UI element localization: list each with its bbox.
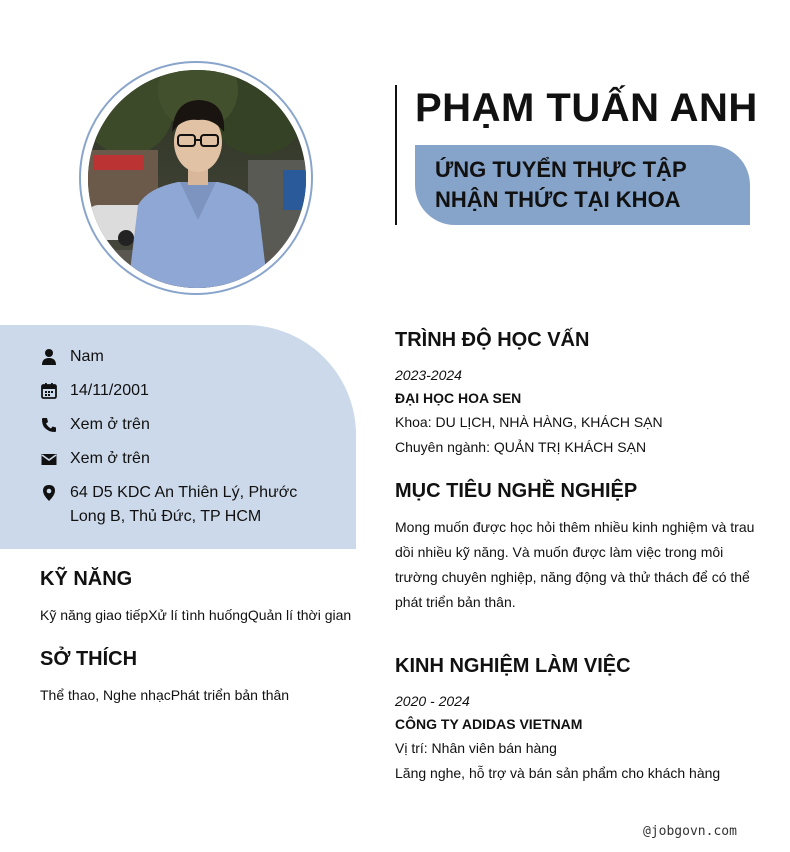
objective-text: Mong muốn được học hỏi thêm nhiều kinh nghiệm và trau dồi nhiều kỹ năng. Và muốn được làm việc trong môi trường chuyên nghiệp, năng động và thử thách để có thể phát triển bản thân.	[395, 519, 755, 610]
calendar-icon	[40, 382, 58, 400]
mail-icon	[40, 450, 58, 468]
watermark: @jobgovn.com	[643, 824, 737, 839]
address-line-1: 64 D5 KDC An Thiên Lý, Phước	[70, 484, 298, 501]
hobbies-text: Thể thao, Nghe nhạcPhát triển bản thân	[40, 687, 290, 703]
contact-panel	[0, 325, 356, 549]
phone-icon	[40, 416, 58, 434]
experience-description: Lăng nghe, hỗ trợ và bán sản phẩm cho khách hàng	[395, 765, 721, 781]
experience-position: Vị trí: Nhân viên bán hàng	[395, 740, 557, 756]
skills-title: KỸ NĂNG	[40, 568, 133, 590]
education-faculty: Khoa: DU LỊCH, NHÀ HÀNG, KHÁCH SẠN	[395, 414, 663, 430]
email-value[interactable]: Xem ở trên	[70, 450, 150, 467]
birthday-value: 14/11/2001	[70, 382, 149, 399]
avatar	[88, 70, 306, 288]
education-title: TRÌNH ĐỘ HỌC VẤN	[395, 329, 590, 351]
experience-period: 2020 - 2024	[395, 693, 470, 709]
phone-value[interactable]: Xem ở trên	[70, 416, 150, 433]
address-line-2: Long B, Thủ Đức, TP HCM	[70, 508, 262, 525]
skills-text: Kỹ năng giao tiếpXử lí tình huốngQuản lí thời gian	[40, 607, 352, 623]
position-line-1: ỨNG TUYỂN THỰC TẬP	[435, 157, 687, 182]
candidate-name: PHẠM TUẤN ANH	[415, 86, 758, 130]
person-icon	[40, 348, 58, 366]
education-school: ĐẠI HỌC HOA SEN	[395, 390, 522, 406]
hobbies-title: SỞ THÍCH	[40, 648, 138, 670]
header-divider	[395, 85, 397, 225]
experience-title: KINH NGHIỆM LÀM VIỆC	[395, 655, 631, 677]
objective-title: MỤC TIÊU NGHỀ NGHIỆP	[395, 480, 638, 502]
position-line-2: NHẬN THỨC TẠI KHOA	[435, 187, 681, 212]
gender-value: Nam	[70, 348, 104, 365]
experience-company: CÔNG TY ADIDAS VIETNAM	[395, 716, 583, 732]
position-banner	[415, 145, 750, 225]
location-pin-icon	[40, 484, 58, 502]
education-period: 2023-2024	[395, 367, 462, 383]
education-major: Chuyên ngành: QUẢN TRỊ KHÁCH SẠN	[395, 439, 647, 455]
